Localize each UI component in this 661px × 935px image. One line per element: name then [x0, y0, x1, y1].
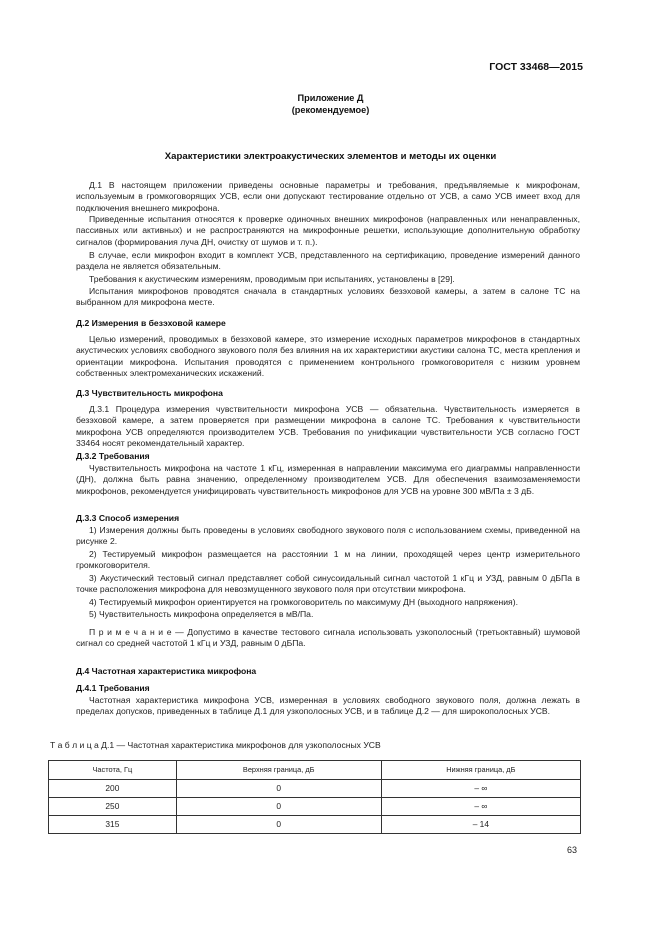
method-step-1: 1) Измерения должны быть проведены в условиях свободного звукового поля с использованием схемы, приведенной на рисунке 2. — [76, 525, 580, 547]
section-d2-text: Целью измерений, проводимых в безэховой камере, это измерение исходных параметров микрофонов в стандартных акустических условиях свободного звукового поля без влияния на их характеристики акустики салона ТС, места крепления и ориентации микрофона. Испытания проводятся с применением контрольного громкоговорителя с низким уровнем собственных электромеханических искажений. — [76, 334, 580, 379]
intro-paragraph-2: Приведенные испытания относятся к проверке одиночных внешних микрофонов (направленных или ненаправленных, пассивных или активных) и не распространяются на микрофонные решетки, использующие дополнительную обработку сигналов (формирования луча ДН, очистку от шумов и т. п.). — [76, 214, 580, 247]
column-header-lower-limit: Нижняя граница, дБ — [381, 761, 580, 780]
cell-upper-limit: 0 — [176, 816, 381, 834]
method-note: П р и м е ч а н и е — Допустимо в качестве тестового сигнала использовать узкополосный (третьоктавный) шумовой сигнал со средней частотой 1 кГц и УЗД, равным 0 дБПа. — [76, 627, 580, 649]
cell-lower-limit: – ∞ — [381, 780, 580, 798]
table-caption: Т а б л и ц а Д.1 — Частотная характеристика микрофонов для узкополосных УСВ — [50, 740, 381, 750]
intro-paragraph-1: Д.1 В настоящем приложении приведены основные параметры и требования, предъявляемые к микрофонам, используемым в громкоговорящих УСВ, если они допускают тестирование отдельно от УСВ, а само УСВ имеет вход для подключения внешнего микрофона. — [76, 180, 580, 213]
section-d3-1-text: Д.3.1 Процедура измерения чувствительности микрофона УСВ — обязательна. Чувствительность измеряется в безэховой камере, а затем проверяется при размещении микрофона в салоне ТС. Требования к чувствительности микрофона УСВ определяются производителем УСВ. Требования по унификации чувствительности УСВ согласно ГОСТ 33464 носят рекомендательный характер. — [76, 404, 580, 449]
section-d2-heading: Д.2 Измерения в безэховой камере — [76, 318, 226, 328]
method-step-3: 3) Акустический тестовый сигнал представляет собой синусоидальный сигнал частотой 1 кГц и УЗД, равным 0 дБПа в точке расположения микрофона для невозмущенного звукового поля при отсутствии микрофона. — [76, 573, 580, 595]
section-d4-1-text: Частотная характеристика микрофона УСВ, измеренная в условиях свободного звукового поля, должна лежать в пределах допусков, приведенных в таблице Д.1 для узкополосных УСВ, и в таблице Д.2 — для широкополосных УСВ. — [76, 695, 580, 717]
standard-header: ГОСТ 33468—2015 — [489, 61, 583, 73]
cell-lower-limit: – ∞ — [381, 798, 580, 816]
appendix-subtitle: (рекомендуемое) — [291, 105, 370, 115]
section-d4-1-heading: Д.4.1 Требования — [76, 683, 150, 693]
table-row — [49, 798, 581, 816]
section-d3-2-text: Чувствительность микрофона на частоте 1 кГц, измеренная в направлении максимума его диаграммы направленности (ДН), должна быть равна значению, определенному производителем УСВ. Для обеспечения взаимозаменяемости микрофонов, рекомендуется унифицировать чувствительность микрофонов для УСВ на уровне 300 мВ/Па ± 3 дБ. — [76, 463, 580, 496]
method-step-4: 4) Тестируемый микрофон ориентируется на громкоговоритель по максимуму ДН (выходного напряжения). — [89, 597, 518, 607]
intro-paragraph-4: Требования к акустическим измерениям, проводимым при испытаниях, установлены в [29]. — [89, 274, 455, 284]
section-d3-2-heading: Д.3.2 Требования — [76, 451, 150, 461]
cell-lower-limit: – 14 — [381, 816, 580, 834]
frequency-response-table — [48, 760, 581, 834]
column-header-frequency: Частота, Гц — [49, 761, 177, 780]
cell-frequency: 250 — [49, 798, 177, 816]
intro-paragraph-3: В случае, если микрофон входит в комплект УСВ, представленного на сертификацию, проведение измерений данного раздела не является обязательным. — [76, 250, 580, 272]
cell-frequency: 200 — [49, 780, 177, 798]
cell-upper-limit: 0 — [176, 780, 381, 798]
cell-upper-limit: 0 — [176, 798, 381, 816]
page-number: 63 — [566, 845, 577, 855]
method-step-2: 2) Тестируемый микрофон размещается на расстоянии 1 м на линии, проходящей через центр измерительного громкоговорителя. — [76, 549, 580, 571]
table-row — [49, 780, 581, 798]
column-header-upper-limit: Верхняя граница, дБ — [176, 761, 381, 780]
appendix-title: Приложение Д — [297, 93, 364, 103]
table-row — [49, 816, 581, 834]
section-d3-3-heading: Д.3.3 Способ измерения — [76, 513, 180, 523]
table-header-row — [49, 761, 581, 780]
document-title: Характеристики электроакустических элементов и методы их оценки — [164, 151, 497, 162]
section-d4-heading: Д.4 Частотная характеристика микрофона — [76, 666, 257, 676]
section-d3-heading: Д.3 Чувствительность микрофона — [76, 388, 223, 398]
intro-paragraph-5: Испытания микрофонов проводятся сначала в стандартных условиях безэховой камеры, а затем в салоне ТС на выбранном для микрофона месте. — [76, 286, 580, 308]
method-step-5: 5) Чувствительность микрофона определяется в мВ/Па. — [89, 609, 314, 619]
cell-frequency: 315 — [49, 816, 177, 834]
